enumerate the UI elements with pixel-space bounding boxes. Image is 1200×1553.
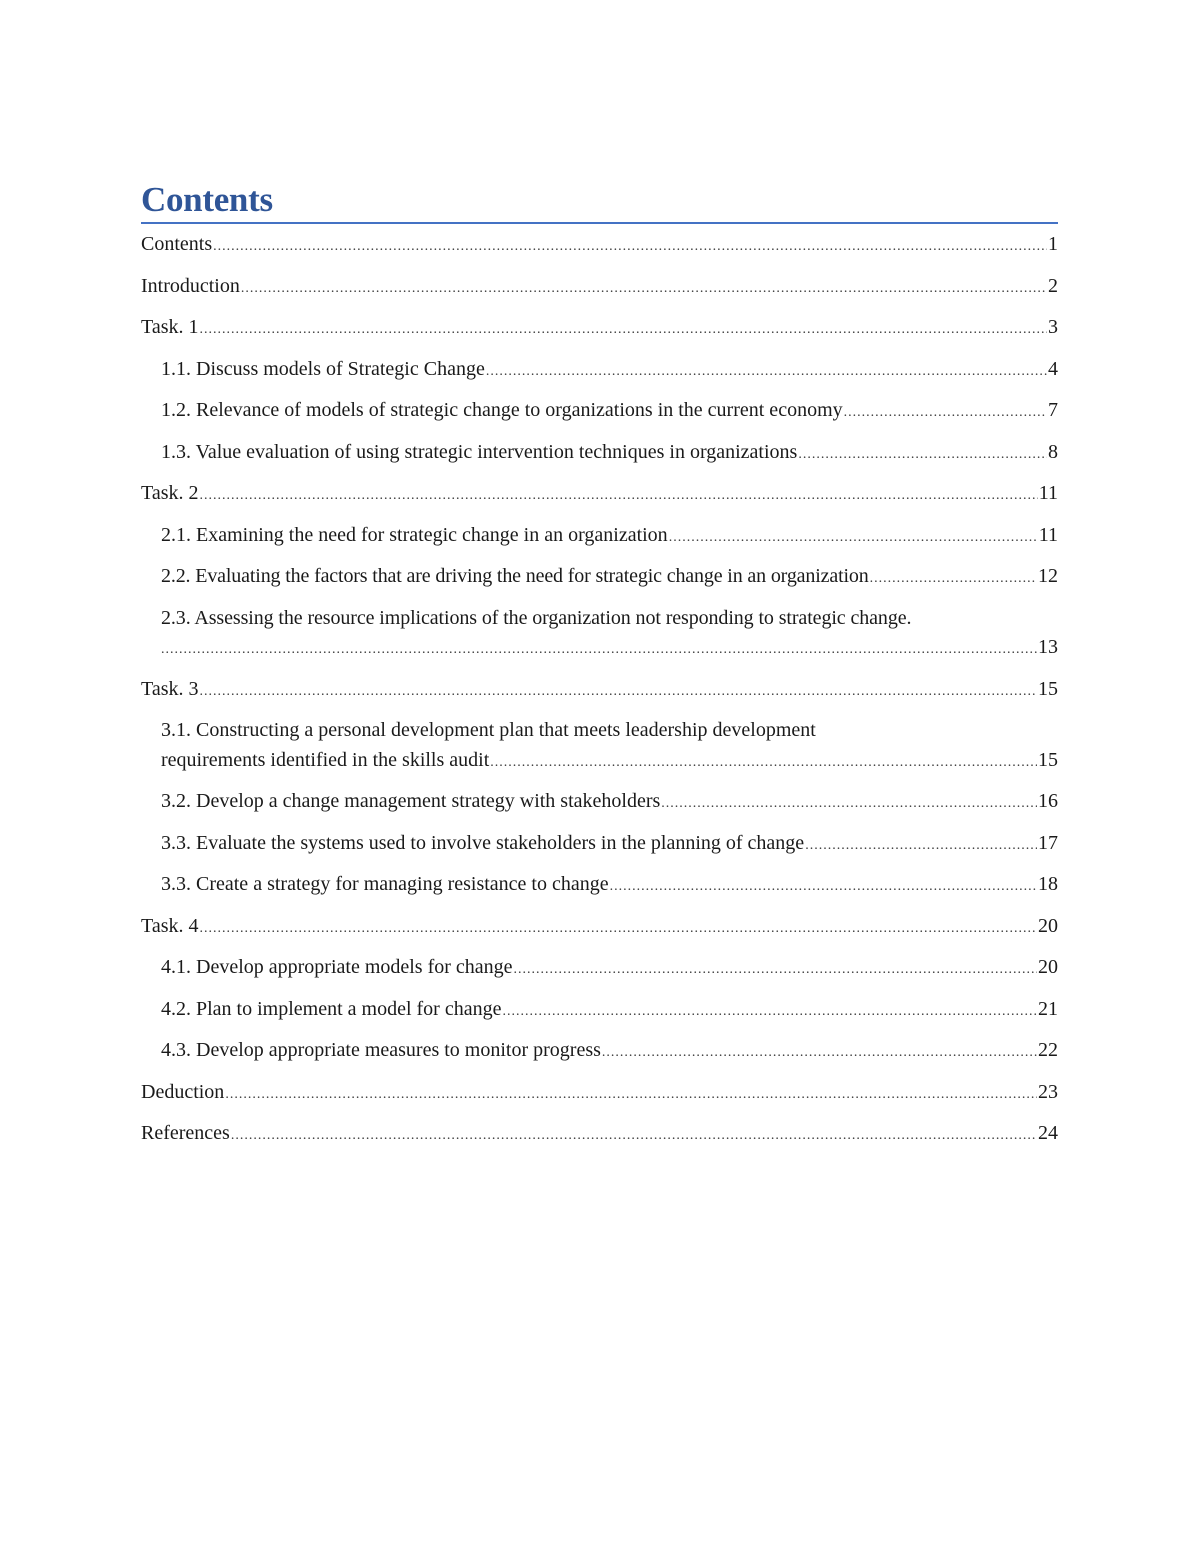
dot-leader: [486, 355, 1047, 387]
toc-entry[interactable]: [141, 521, 1058, 553]
dot-leader: [805, 829, 1037, 861]
dot-leader: [225, 1078, 1037, 1110]
toc-entry-page: 18: [1038, 873, 1058, 895]
toc-entry-label-continued: requirements identified in the skills audit: [161, 748, 490, 771]
toc-entry-label: Task. 3: [141, 677, 199, 700]
dot-leader: [199, 479, 1037, 511]
toc-entry-label: 1.2. Relevance of models of strategic change to organizations in the current economy: [161, 399, 843, 421]
dot-leader: [502, 995, 1037, 1027]
toc-entry-label: 4.3. Develop appropriate measures to monitor progress: [161, 1039, 601, 1061]
toc-entry[interactable]: [141, 675, 1058, 707]
dot-leader: [199, 313, 1047, 345]
dot-leader: [231, 1119, 1037, 1151]
toc-entry[interactable]: [141, 438, 1058, 470]
toc-entry[interactable]: [141, 604, 1058, 665]
toc-entry[interactable]: [141, 230, 1058, 262]
toc-entry[interactable]: [141, 313, 1058, 345]
toc-entry-page: 8: [1048, 440, 1058, 463]
toc-entry[interactable]: [141, 870, 1058, 902]
dot-leader: [602, 1036, 1037, 1068]
toc-entry-label: 4.2. Plan to implement a model for change: [161, 997, 502, 1020]
toc-entry[interactable]: [141, 1036, 1058, 1068]
dot-leader: [199, 675, 1037, 707]
toc-entry-page: 20: [1038, 956, 1058, 978]
toc-list: [141, 230, 1058, 1151]
toc-entry-page: 24: [1038, 1122, 1058, 1144]
toc-heading: Contents: [141, 180, 273, 219]
toc-entry[interactable]: [141, 479, 1058, 511]
dot-leader: [798, 438, 1047, 470]
toc-entry-label: 1.3. Value evaluation of using strategic intervention techniques in organizations: [161, 440, 798, 463]
toc-entry[interactable]: [141, 912, 1058, 944]
toc-entry[interactable]: [141, 953, 1058, 985]
dot-leader: [241, 272, 1047, 304]
dot-leader: [844, 396, 1047, 428]
toc-entry-label: Deduction: [141, 1080, 225, 1103]
toc-entry-page: 3: [1048, 316, 1058, 338]
toc-entry-label: Contents: [141, 233, 213, 255]
toc-entry-page: 1: [1048, 233, 1058, 255]
toc-entry-page: 15: [1038, 748, 1058, 771]
toc-entry[interactable]: [141, 995, 1058, 1027]
dot-leader: [514, 953, 1037, 985]
toc-entry-label: Task. 1: [141, 316, 199, 338]
toc-entry-page: 21: [1038, 997, 1058, 1020]
toc-entry-page: 16: [1038, 790, 1058, 812]
toc-entry-page: 13: [1038, 636, 1058, 658]
dot-leader: [213, 230, 1047, 262]
toc-entry-page: 17: [1038, 831, 1058, 854]
toc-entry-label: 3.1. Constructing a personal development plan that meets leadership development: [161, 719, 816, 741]
toc-entry[interactable]: [141, 716, 1058, 777]
toc-entry-label: Task. 4: [141, 914, 199, 937]
toc-entry[interactable]: [141, 562, 1058, 594]
toc-entry-page: 22: [1038, 1039, 1058, 1061]
toc-entry-label: References: [141, 1122, 230, 1144]
toc-entry-label: 4.1. Develop appropriate models for change: [161, 956, 513, 978]
toc-entry[interactable]: [141, 396, 1058, 428]
toc-entry[interactable]: [141, 1078, 1058, 1110]
dot-leader: [199, 912, 1037, 944]
toc-entry-page: 4: [1048, 357, 1058, 380]
toc-entry-label: 2.2. Evaluating the factors that are driving the need for strategic change in an organization: [161, 565, 869, 587]
toc-entry-label: 3.2. Develop a change management strategy with stakeholders: [161, 790, 661, 812]
toc-entry-label: 3.3. Evaluate the systems used to involve stakeholders in the planning of change: [161, 831, 805, 854]
toc-entry-page: 11: [1038, 482, 1058, 504]
toc-entry-page: 12: [1038, 565, 1058, 587]
dot-leader: [161, 633, 1037, 665]
dot-leader: [669, 521, 1038, 553]
toc-entry-label: 2.1. Examining the need for strategic change in an organization: [161, 523, 668, 546]
toc-entry-label: Task. 2: [141, 482, 199, 504]
dot-leader: [661, 787, 1037, 819]
toc-entry-label: 1.1. Discuss models of Strategic Change: [161, 357, 485, 380]
heading-rule: [141, 222, 1058, 224]
toc-entry[interactable]: [141, 355, 1058, 387]
toc-entry[interactable]: [141, 829, 1058, 861]
toc-entry-page: 2: [1048, 274, 1058, 297]
dot-leader: [610, 870, 1037, 902]
toc-entry-label: 2.3. Assessing the resource implications of the organization not responding to strategic change.: [161, 606, 912, 629]
toc-entry-page: 11: [1038, 523, 1058, 546]
toc-entry-page: 7: [1048, 399, 1058, 421]
dot-leader: [490, 746, 1037, 778]
toc-entry-page: 20: [1038, 914, 1058, 937]
toc-entry[interactable]: [141, 787, 1058, 819]
dot-leader: [870, 562, 1037, 594]
toc-entry-page: 23: [1038, 1080, 1058, 1103]
toc-entry[interactable]: [141, 1119, 1058, 1151]
toc-entry-label: 3.3. Create a strategy for managing resistance to change: [161, 873, 609, 895]
toc-entry-label: Introduction: [141, 274, 240, 297]
table-of-contents: [141, 178, 1058, 1161]
toc-entry[interactable]: [141, 272, 1058, 304]
toc-entry-page: 15: [1038, 677, 1058, 700]
